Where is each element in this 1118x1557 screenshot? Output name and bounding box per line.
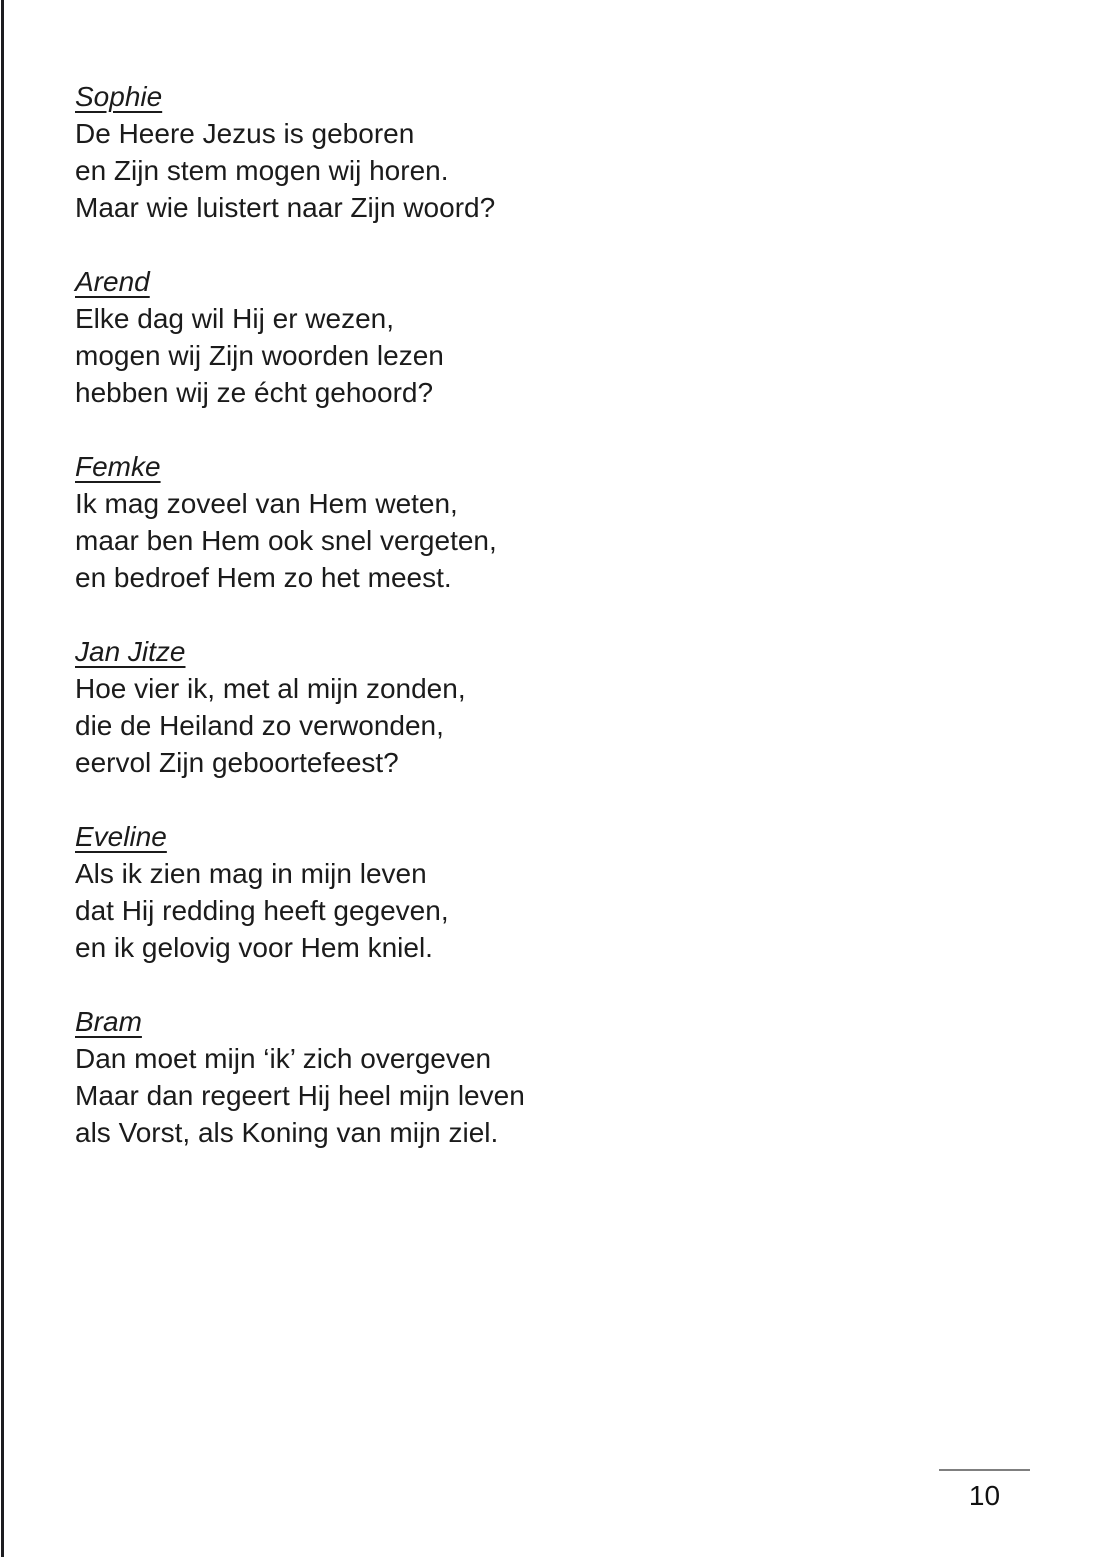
poem-line: eervol Zijn geboortefeest? (75, 747, 399, 778)
poem-line: Ik mag zoveel van Hem weten, (75, 488, 458, 519)
stanza-femke (75, 448, 975, 596)
speaker-name: Jan Jitze (75, 636, 186, 667)
poem-line: Hoe vier ik, met al mijn zonden, (75, 673, 466, 704)
stanza-sophie (75, 78, 975, 226)
speaker-name: Femke (75, 451, 161, 482)
poem-line: De Heere Jezus is geboren (75, 118, 415, 149)
footer-divider (939, 1469, 1030, 1471)
stanza-eveline (75, 818, 975, 966)
stanza-arend (75, 263, 975, 411)
poem-line: en Zijn stem mogen wij horen. (75, 155, 449, 186)
poem-line: maar ben Hem ook snel vergeten, (75, 525, 497, 556)
poem-line: Elke dag wil Hij er wezen, (75, 303, 395, 334)
page-footer (939, 1469, 1030, 1510)
speaker-name: Arend (75, 266, 150, 297)
stanza-bram (75, 1003, 975, 1151)
speaker-name: Bram (75, 1006, 142, 1037)
speaker-name: Sophie (75, 81, 163, 112)
poem-line: Dan moet mijn ‘ik’ zich overgeven (75, 1043, 492, 1074)
poem-line: en ik gelovig voor Hem kniel. (75, 932, 433, 963)
poem-line: Maar dan regeert Hij heel mijn leven (75, 1080, 525, 1111)
poem-line: hebben wij ze écht gehoord? (75, 377, 434, 408)
speaker-name: Eveline (75, 821, 167, 852)
page-edge-line (1, 0, 4, 1557)
poem-line: Als ik zien mag in mijn leven (75, 858, 427, 889)
poem-line: als Vorst, als Koning van mijn ziel. (75, 1117, 499, 1148)
poem-line: die de Heiland zo verwonden, (75, 710, 444, 741)
document-page (75, 78, 975, 1188)
poem-line: Maar wie luistert naar Zijn woord? (75, 192, 496, 223)
page-number: 10 (968, 1480, 1001, 1511)
poem-line: mogen wij Zijn woorden lezen (75, 340, 444, 371)
stanza-jan-jitze (75, 633, 975, 781)
poem-line: en bedroef Hem zo het meest. (75, 562, 452, 593)
poem-line: dat Hij redding heeft gegeven, (75, 895, 449, 926)
